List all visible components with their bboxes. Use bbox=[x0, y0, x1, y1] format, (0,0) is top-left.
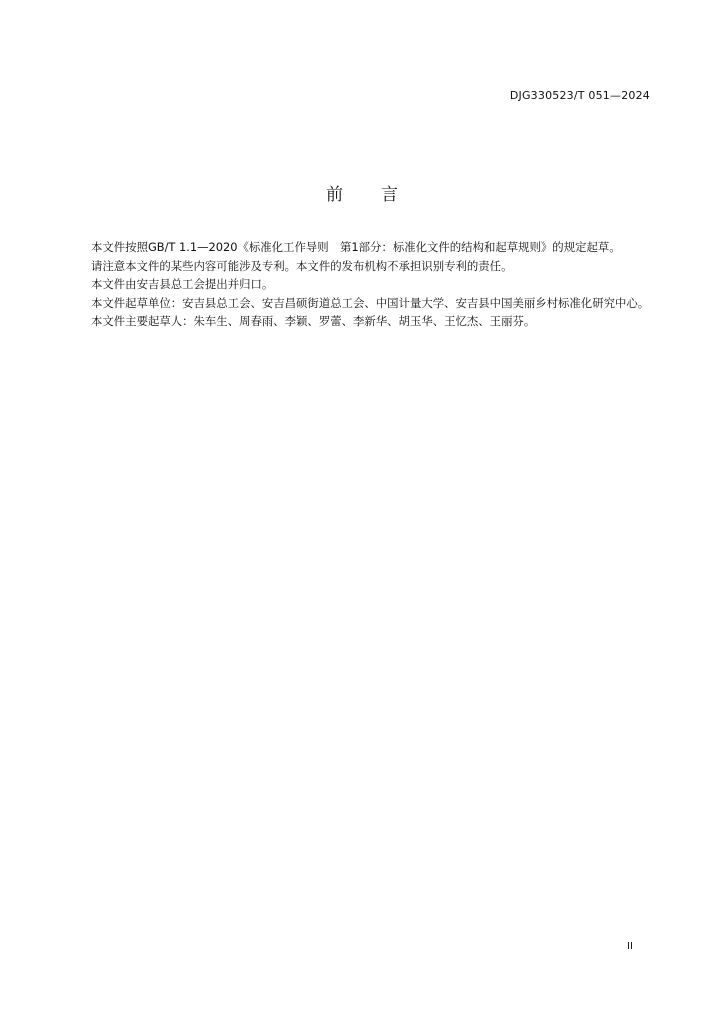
page-title bbox=[0, 180, 724, 205]
paragraph-proposer: 本文件由安吉县总工会提出并归口。 bbox=[91, 277, 274, 292]
paragraph-standard-reference: 本文件按照GB/T 1.1—2020《标准化工作导则 第1部分：标准化文件的结构和起草规则》的规定起草。 bbox=[91, 240, 621, 254]
title-char-1: 前 bbox=[326, 185, 343, 205]
page-number: II bbox=[627, 941, 633, 952]
paragraph-patent-notice: 请注意本文件的某些内容可能涉及专利。本文件的发布机构不承担识别专利的责任。 bbox=[91, 258, 513, 273]
paragraph-drafters: 本文件主要起草人：朱车生、周春雨、李颖、罗蕾、李新华、胡玉华、王忆杰、王丽芬。 bbox=[91, 314, 536, 329]
foreword-body bbox=[68, 238, 658, 331]
title-char-2: 言 bbox=[381, 185, 398, 205]
document-code: DJG330523/T 051—2024 bbox=[509, 89, 650, 102]
paragraph-drafting-units: 本文件起草单位：安吉县总工会、安吉昌硕街道总工会、中国计量大学、安吉县中国美丽乡村标准化研究中心。 bbox=[91, 295, 650, 310]
